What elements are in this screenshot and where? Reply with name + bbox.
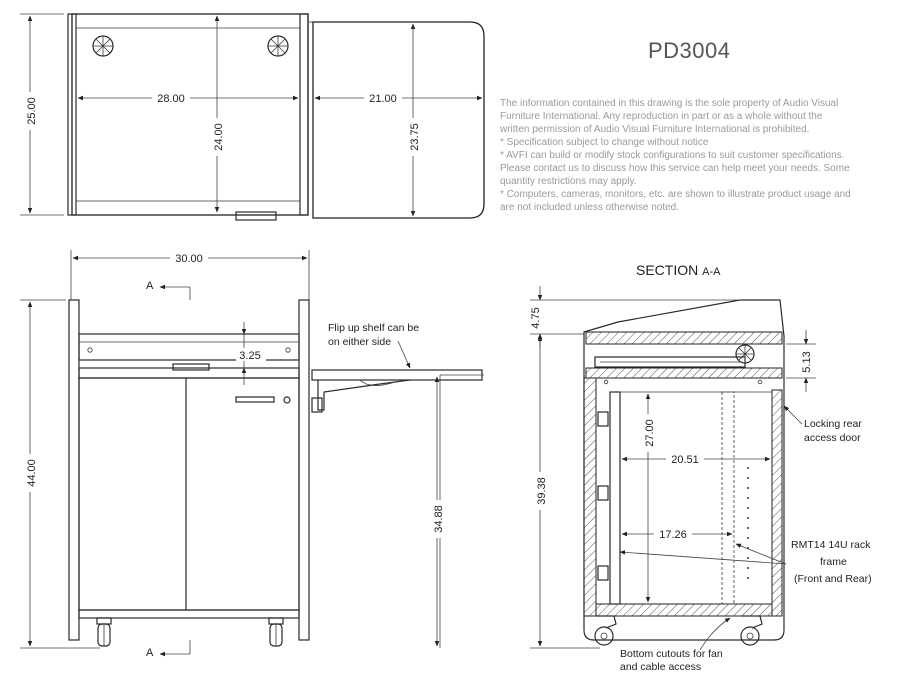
section-bottom-hatch (596, 604, 772, 616)
front-lip-tab (173, 364, 209, 370)
dim-shelf-depth: 23.75 (409, 123, 421, 151)
info-line: written permission of Audio Visual Furniture International is prohibited. (500, 124, 810, 135)
caster-icon (595, 616, 616, 645)
info-line: are not included unless otherwise noted. (500, 202, 680, 213)
shelf-note-line1: Flip up shelf can be (328, 322, 420, 334)
dim-section-height: 39.38 (536, 477, 548, 505)
dim-rail-depth: 17.26 (659, 529, 687, 541)
dim-top-depth-inner: 24.00 (213, 123, 225, 151)
section-marker-top: A (146, 280, 154, 292)
fan-icon (93, 36, 113, 56)
hinge (598, 486, 608, 500)
rack-rail-front (610, 392, 620, 604)
info-line: * Computers, cameras, monitors, etc. are shown to illustrate product usage and (500, 189, 851, 200)
dim-shelf-width: 21.00 (369, 93, 397, 105)
rear-door-note-line1: Locking rear (804, 418, 862, 430)
info-line: * Specification subject to change without notice (500, 137, 709, 148)
door-handle (236, 397, 274, 402)
section-title-suffix: A-A (702, 266, 721, 278)
info-line: Please contact us to discuss how this service can help meet your needs. Some (500, 163, 850, 174)
fan-icon (268, 36, 288, 56)
fan-icon (736, 345, 754, 363)
caster-icon (97, 618, 111, 646)
bottom-note-line2: and cable access (620, 661, 702, 673)
bottom-note-line1: Bottom cutouts for fan (620, 648, 723, 660)
dim-rack-width: 20.51 (671, 454, 699, 466)
front-base (79, 610, 299, 618)
info-line: * AVFI can build or modify stock configurations to suit customer specifications. (500, 150, 845, 161)
top-view-body (72, 14, 308, 215)
front-left-post (69, 300, 79, 640)
section-rear-door (772, 390, 782, 616)
rack-note-line2: frame (820, 556, 847, 568)
section-top-hatch (586, 332, 782, 344)
top-view-shelf (313, 22, 484, 218)
dim-front-height: 44.00 (26, 459, 38, 487)
hinge (598, 412, 608, 426)
shelf-note-line2: on either side (328, 336, 392, 348)
caster-icon (741, 616, 762, 645)
rack-note-line3: (Front and Rear) (794, 573, 872, 585)
rack-note-line1: RMT14 14U rack (791, 539, 871, 551)
front-view (20, 250, 484, 659)
dim-rack-height: 27.00 (644, 419, 656, 447)
rack-rail-rear (722, 392, 734, 604)
rack-holes (747, 467, 749, 579)
dim-front-width: 30.00 (175, 253, 203, 265)
dim-top-offset: 3.25 (239, 350, 261, 362)
dim-top-depth-overall: 25.00 (26, 97, 38, 125)
info-line: Furniture International. Any reproduction in part or as a whole without the (500, 111, 823, 122)
dim-section-top: 4.75 (530, 307, 542, 329)
caster-icon (269, 618, 283, 646)
dim-top-width: 28.00 (157, 93, 185, 105)
model-number: PD3004 (648, 38, 731, 63)
hinge (598, 566, 608, 580)
front-right-post (299, 300, 309, 640)
info-line: The information contained in this drawing is the sole property of Audio Visual (500, 98, 839, 109)
front-door (79, 378, 299, 610)
section-marker-bottom: A (146, 647, 154, 659)
dim-shelf-height: 34.88 (433, 505, 445, 533)
section-title-label: SECTION (636, 262, 699, 278)
top-view (20, 14, 484, 220)
section-left-wall (584, 378, 596, 616)
info-line: quantity restrictions may apply. (500, 176, 637, 187)
dim-drawer-height: 5.13 (801, 351, 813, 373)
section-drawer-hatch (586, 368, 782, 378)
lock-icon (284, 397, 290, 403)
section-view (530, 286, 872, 673)
rear-door-note-line2: access door (804, 432, 861, 444)
shelf-bracket (318, 380, 410, 410)
